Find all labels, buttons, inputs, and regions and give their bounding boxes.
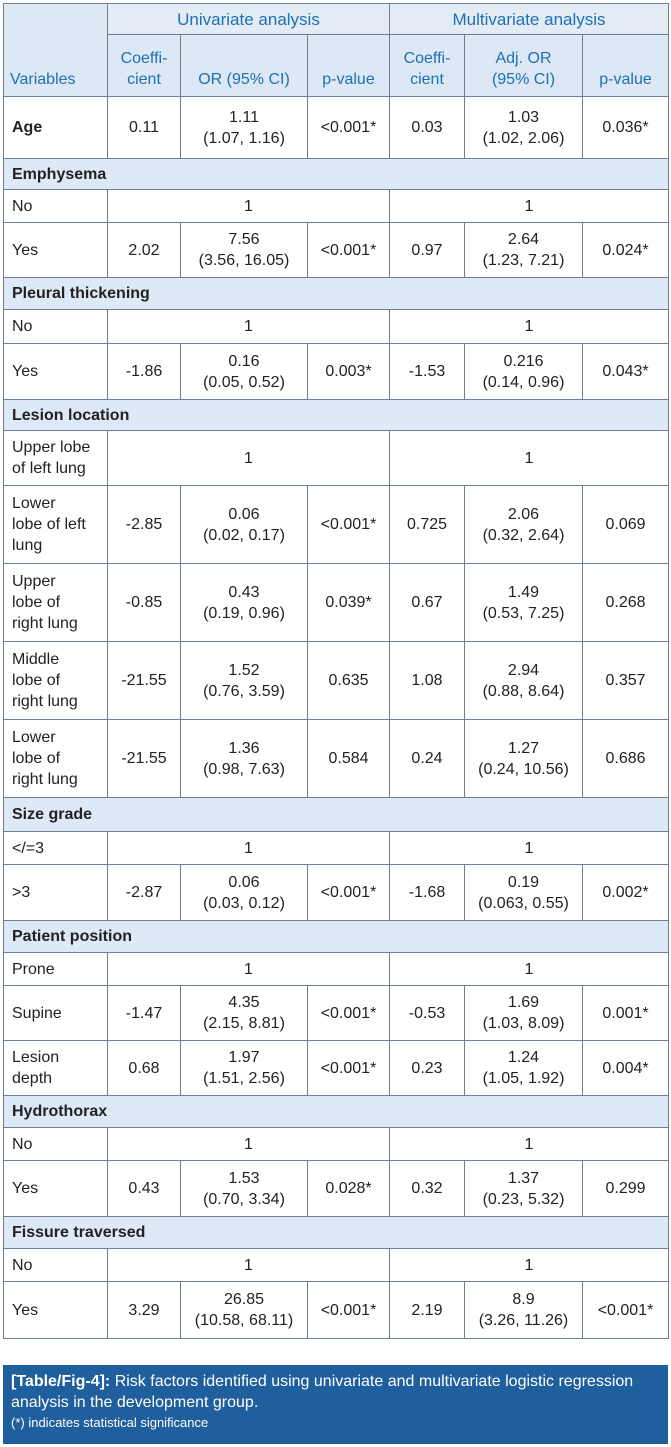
section-row: [4, 921, 669, 953]
uni-pvalue: 0.584: [308, 720, 390, 798]
uni-pvalue: 0.028*: [308, 1161, 390, 1217]
caption-label: [Table/Fig-4]:: [11, 1373, 111, 1390]
table-body: [4, 97, 669, 1339]
multi-coefficient: -1.53: [390, 344, 465, 400]
header-multi-coefficient: Coeffi- cient: [390, 35, 465, 97]
multi-adj-or-ci: 0.216 (0.14, 0.96): [465, 344, 583, 400]
multi-coefficient: 0.32: [390, 1161, 465, 1217]
table-row: [4, 720, 669, 798]
row-label: No: [4, 310, 108, 344]
reference-value-univariate: 1: [108, 1128, 390, 1161]
header-variables: Variables: [4, 4, 108, 97]
row-label: Yes: [4, 344, 108, 400]
table-row: [4, 564, 669, 642]
uni-or-ci: 1.97 (1.51, 2.56): [181, 1041, 308, 1096]
row-label: Yes: [4, 1282, 108, 1339]
reference-value-multivariate: 1: [390, 310, 669, 344]
uni-coefficient: -21.55: [108, 642, 181, 720]
row-label: Yes: [4, 223, 108, 278]
section-label: Fissure traversed: [4, 1217, 669, 1249]
multi-coefficient: 2.19: [390, 1282, 465, 1339]
uni-or-ci: 1.53 (0.70, 3.34): [181, 1161, 308, 1217]
reference-value-multivariate: 1: [390, 1128, 669, 1161]
uni-coefficient: 0.11: [108, 97, 181, 159]
multi-pvalue: 0.069: [583, 486, 669, 564]
figure-caption: [3, 1365, 668, 1444]
section-row: [4, 1217, 669, 1249]
uni-or-ci: 0.43 (0.19, 0.96): [181, 564, 308, 642]
multi-adj-or-ci: 1.27 (0.24, 10.56): [465, 720, 583, 798]
reference-value-univariate: 1: [108, 832, 390, 865]
multi-adj-or-ci: 0.19 (0.063, 0.55): [465, 865, 583, 921]
uni-pvalue: 0.039*: [308, 564, 390, 642]
multi-coefficient: 1.08: [390, 642, 465, 720]
uni-coefficient: -1.47: [108, 986, 181, 1041]
multi-pvalue: 0.686: [583, 720, 669, 798]
multi-pvalue: 0.002*: [583, 865, 669, 921]
row-label: Supine: [4, 986, 108, 1041]
table-row: [4, 486, 669, 564]
table-row: [4, 1161, 669, 1217]
page: [0, 3, 671, 1447]
header-multivariate: Multivariate analysis: [390, 4, 669, 35]
uni-or-ci: 0.06 (0.03, 0.12): [181, 865, 308, 921]
row-label: No: [4, 190, 108, 223]
uni-or-ci: 0.16 (0.05, 0.52): [181, 344, 308, 400]
multi-coefficient: 0.03: [390, 97, 465, 159]
uni-coefficient: 3.29: [108, 1282, 181, 1339]
multi-coefficient: 0.23: [390, 1041, 465, 1096]
uni-pvalue: <0.001*: [308, 865, 390, 921]
multi-coefficient: -0.53: [390, 986, 465, 1041]
multi-pvalue: 0.357: [583, 642, 669, 720]
table-row: [4, 986, 669, 1041]
uni-coefficient: -1.86: [108, 344, 181, 400]
uni-or-ci: 0.06 (0.02, 0.17): [181, 486, 308, 564]
reference-value-univariate: 1: [108, 1249, 390, 1282]
uni-pvalue: <0.001*: [308, 1041, 390, 1096]
multi-coefficient: 0.97: [390, 223, 465, 278]
table-row: [4, 1249, 669, 1282]
reference-value-univariate: 1: [108, 431, 390, 486]
regression-table: [3, 3, 669, 1339]
row-label: No: [4, 1249, 108, 1282]
row-label: Prone: [4, 953, 108, 986]
multi-adj-or-ci: 2.06 (0.32, 2.64): [465, 486, 583, 564]
multi-pvalue: <0.001*: [583, 1282, 669, 1339]
multi-coefficient: 0.24: [390, 720, 465, 798]
uni-pvalue: <0.001*: [308, 1282, 390, 1339]
section-label: Size grade: [4, 798, 669, 832]
row-label: Lesion depth: [4, 1041, 108, 1096]
table-row: [4, 190, 669, 223]
table-row: [4, 310, 669, 344]
uni-pvalue: <0.001*: [308, 486, 390, 564]
uni-coefficient: 0.68: [108, 1041, 181, 1096]
row-label: Upper lobe of left lung: [4, 431, 108, 486]
uni-pvalue: <0.001*: [308, 986, 390, 1041]
table-row: [4, 223, 669, 278]
section-label: Pleural thickening: [4, 278, 669, 310]
multi-adj-or-ci: 8.9 (3.26, 11.26): [465, 1282, 583, 1339]
multi-adj-or-ci: 1.69 (1.03, 8.09): [465, 986, 583, 1041]
header-uni-pvalue: p-value: [308, 35, 390, 97]
caption-note: (*) indicates statistical significance: [11, 1415, 209, 1430]
reference-value-univariate: 1: [108, 190, 390, 223]
uni-coefficient: -21.55: [108, 720, 181, 798]
uni-or-ci: 4.35 (2.15, 8.81): [181, 986, 308, 1041]
section-label: Emphysema: [4, 159, 669, 190]
multi-pvalue: 0.001*: [583, 986, 669, 1041]
header-multi-adj-or: Adj. OR (95% CI): [465, 35, 583, 97]
uni-pvalue: <0.001*: [308, 223, 390, 278]
multi-pvalue: 0.043*: [583, 344, 669, 400]
section-label: Hydrothorax: [4, 1096, 669, 1128]
caption-text: Risk factors identified using univariate and multivariate logistic regression analysis in the development group.: [11, 1373, 634, 1411]
table-row: [4, 97, 669, 159]
multi-coefficient: 0.725: [390, 486, 465, 564]
row-label: Age: [4, 97, 108, 159]
section-row: [4, 400, 669, 431]
reference-value-multivariate: 1: [390, 431, 669, 486]
uni-coefficient: -0.85: [108, 564, 181, 642]
table-row: [4, 431, 669, 486]
reference-value-multivariate: 1: [390, 953, 669, 986]
uni-coefficient: 0.43: [108, 1161, 181, 1217]
reference-value-univariate: 1: [108, 310, 390, 344]
multi-pvalue: 0.024*: [583, 223, 669, 278]
row-label: Lower lobe of right lung: [4, 720, 108, 798]
section-row: [4, 1096, 669, 1128]
uni-pvalue: <0.001*: [308, 97, 390, 159]
table-row: [4, 344, 669, 400]
reference-value-multivariate: 1: [390, 190, 669, 223]
uni-or-ci: 1.52 (0.76, 3.59): [181, 642, 308, 720]
section-row: [4, 159, 669, 190]
row-label: Yes: [4, 1161, 108, 1217]
row-label: No: [4, 1128, 108, 1161]
uni-coefficient: -2.85: [108, 486, 181, 564]
multi-pvalue: 0.299: [583, 1161, 669, 1217]
multi-adj-or-ci: 1.24 (1.05, 1.92): [465, 1041, 583, 1096]
row-label: Middle lobe of right lung: [4, 642, 108, 720]
header-univariate: Univariate analysis: [108, 4, 390, 35]
multi-adj-or-ci: 1.49 (0.53, 7.25): [465, 564, 583, 642]
table-row: [4, 832, 669, 865]
section-label: Patient position: [4, 921, 669, 953]
section-label: Lesion location: [4, 400, 669, 431]
uni-pvalue: 0.003*: [308, 344, 390, 400]
multi-adj-or-ci: 1.03 (1.02, 2.06): [465, 97, 583, 159]
multi-adj-or-ci: 2.64 (1.23, 7.21): [465, 223, 583, 278]
multi-adj-or-ci: 1.37 (0.23, 5.32): [465, 1161, 583, 1217]
row-label: Lower lobe of left lung: [4, 486, 108, 564]
multi-coefficient: 0.67: [390, 564, 465, 642]
row-label: >3: [4, 865, 108, 921]
multi-coefficient: -1.68: [390, 865, 465, 921]
uni-coefficient: 2.02: [108, 223, 181, 278]
table-row: [4, 1041, 669, 1096]
multi-adj-or-ci: 2.94 (0.88, 8.64): [465, 642, 583, 720]
uni-coefficient: -2.87: [108, 865, 181, 921]
reference-value-multivariate: 1: [390, 832, 669, 865]
header-uni-or: OR (95% CI): [181, 35, 308, 97]
multi-pvalue: 0.036*: [583, 97, 669, 159]
row-label: Upper lobe of right lung: [4, 564, 108, 642]
section-row: [4, 798, 669, 832]
row-label: </=3: [4, 832, 108, 865]
section-row: [4, 278, 669, 310]
uni-or-ci: 1.11 (1.07, 1.16): [181, 97, 308, 159]
uni-pvalue: 0.635: [308, 642, 390, 720]
reference-value-multivariate: 1: [390, 1249, 669, 1282]
multi-pvalue: 0.004*: [583, 1041, 669, 1096]
header-uni-coefficient: Coeffi- cient: [108, 35, 181, 97]
table-row: [4, 1128, 669, 1161]
reference-value-univariate: 1: [108, 953, 390, 986]
multi-pvalue: 0.268: [583, 564, 669, 642]
table-row: [4, 1282, 669, 1339]
uni-or-ci: 26.85 (10.58, 68.11): [181, 1282, 308, 1339]
table-row: [4, 953, 669, 986]
uni-or-ci: 1.36 (0.98, 7.63): [181, 720, 308, 798]
table-row: [4, 865, 669, 921]
header-multi-pvalue: p-value: [583, 35, 669, 97]
caption-main: [11, 1371, 658, 1413]
table-row: [4, 642, 669, 720]
uni-or-ci: 7.56 (3.56, 16.05): [181, 223, 308, 278]
